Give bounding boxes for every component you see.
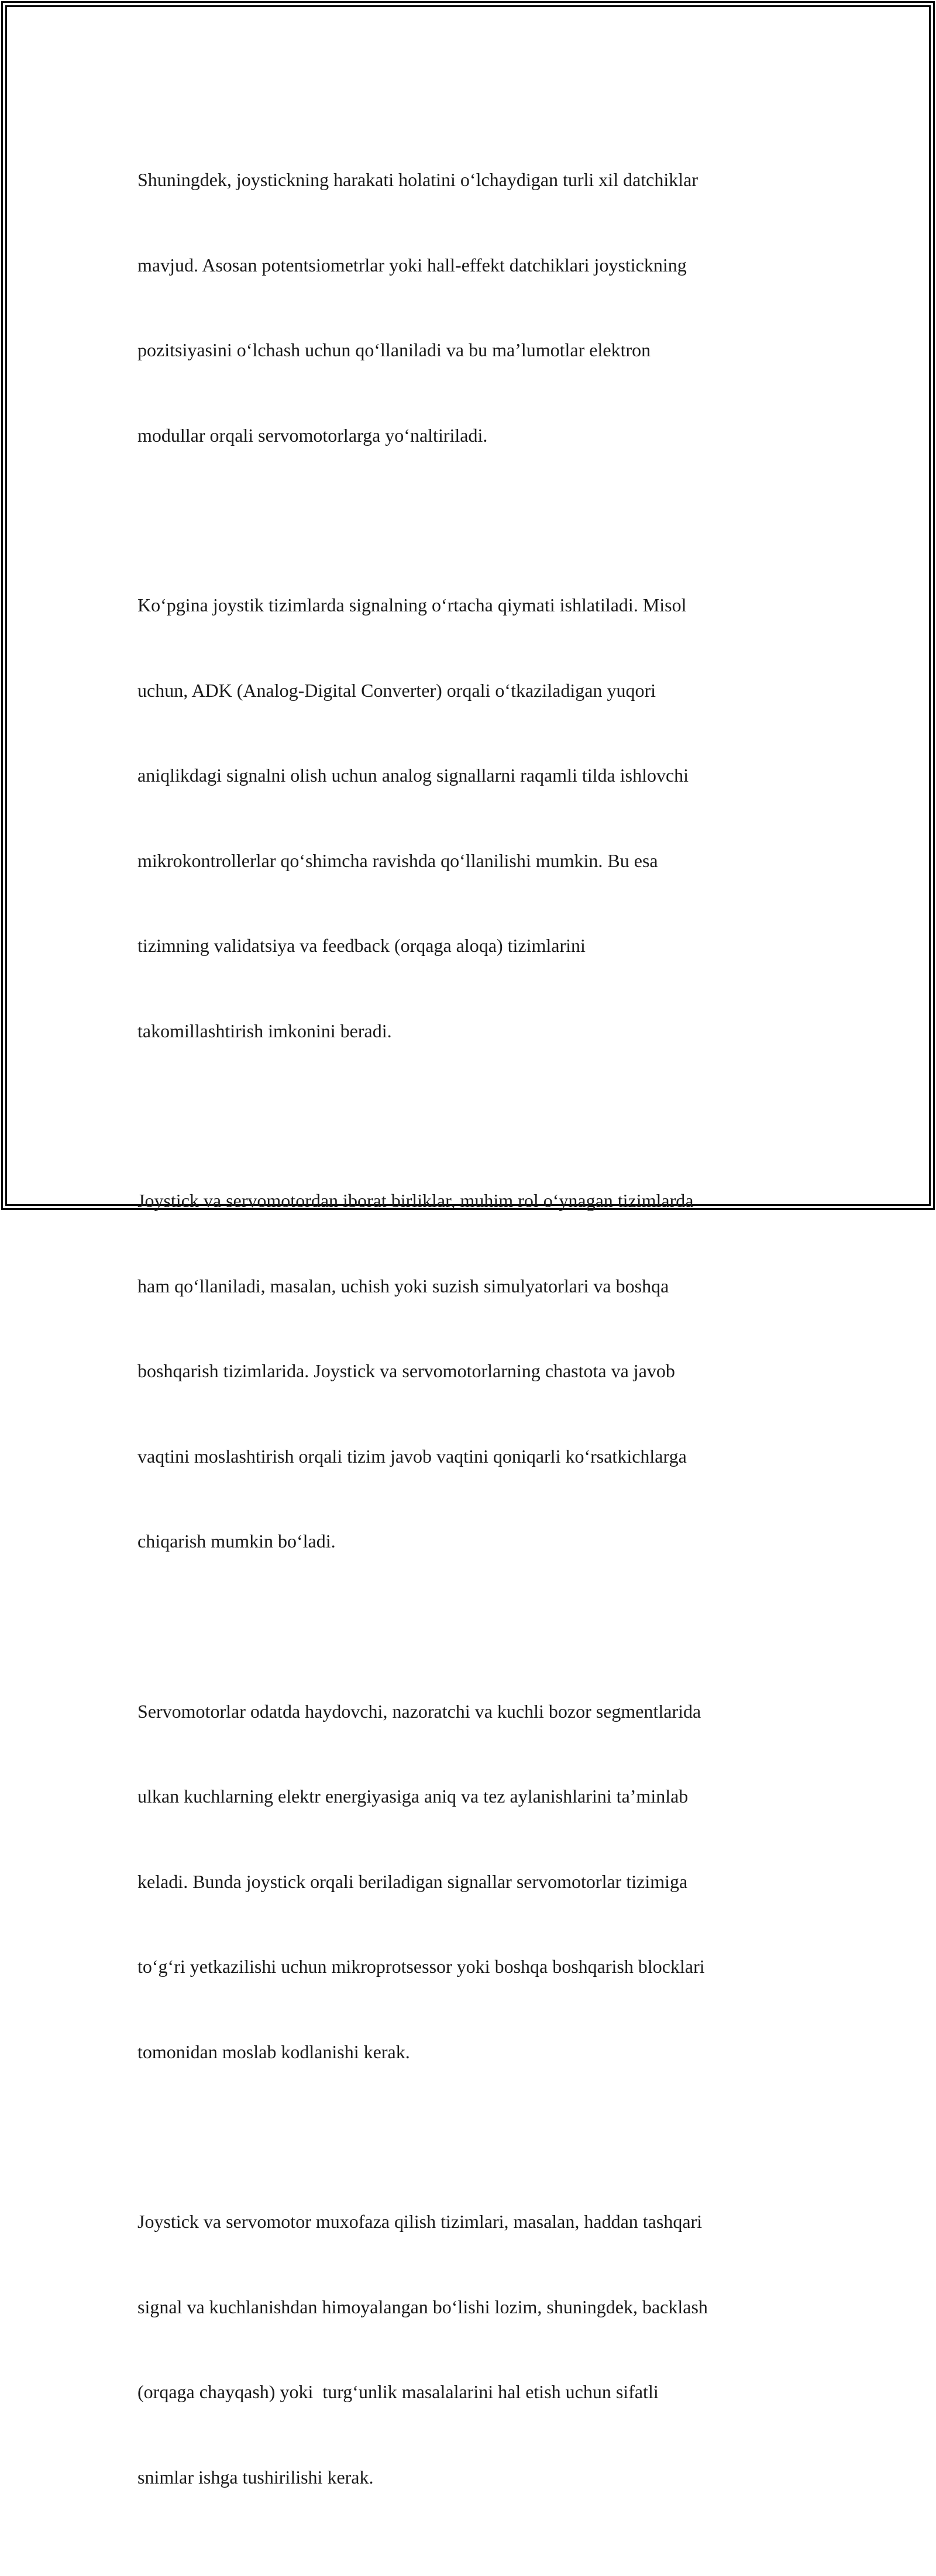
text-line: pozitsiyasini o‘lchash uchun qo‘llaniladi va bu ma’lumotlar elektron	[137, 339, 651, 360]
text-line: ulkan kuchlarning elektr energiyasiga aniq va tez aylanishlarini ta’minlab	[137, 1786, 689, 1807]
paragraph-5	[137, 2151, 804, 2548]
text-line: signal va kuchlanishdan himoyalangan bo‘lishi lozim, shuningdek, backlash	[137, 2296, 708, 2317]
text-line: mikrokontrollerlar qo‘shimcha ravishda qo‘llanilishi mumkin. Bu esa	[137, 850, 658, 871]
text-line: tizimning validatsiya va feedback (orqaga aloqa) tizimlarini	[137, 935, 586, 956]
text-line: snimlar ishga tushirilishi kerak.	[137, 2466, 374, 2488]
text-line: tomonidan moslab kodlanishi kerak.	[137, 2041, 410, 2062]
text-line: chiqarish mumkin bo‘ladi.	[137, 1531, 336, 1552]
paragraph-2	[137, 534, 804, 1102]
text-line: Shuningdek, joystickning harakati holatini o‘lchaydigan turli xil datchiklar	[137, 169, 698, 190]
text-line: (orqaga chayqash) yoki turg‘unlik masalalarini hal etish uchun sifatli	[137, 2381, 659, 2402]
document-body	[137, 109, 804, 2576]
text-line: keladi. Bunda joystick orqali beriladigan signallar servomotorlar tizimiga	[137, 1870, 688, 1892]
paragraph-4	[137, 1640, 804, 2123]
text-line: to‘g‘ri yetkazilishi uchun mikroprotsessor yoki boshqa boshqarish blocklari	[137, 1956, 705, 1977]
text-line: takomillashtirish imkonini beradi.	[137, 1020, 392, 1041]
text-line: modullar orqali servomotorlarga yo‘naltiriladi.	[137, 424, 488, 446]
text-line: aniqlikdagi signalni olish uchun analog signallarni raqamli tilda ishlovchi	[137, 765, 689, 786]
paragraph-1	[137, 109, 804, 506]
paragraph-3	[137, 1130, 804, 1612]
text-line: Servomotorlar odatda haydovchi, nazoratchi va kuchli bozor segmentlarida	[137, 1700, 701, 1722]
text-line: uchun, ADK (Analog-Digital Converter) orqali o‘tkaziladigan yuqori	[137, 679, 656, 701]
text-line: mavjud. Asosan potentsiometrlar yoki hall-effekt datchiklari joystickning	[137, 254, 687, 276]
text-line: Joystick va servomotordan iborat birliklar, muhim rol o‘ynagan tizimlarda	[137, 1190, 694, 1211]
text-line: boshqarish tizimlarida. Joystick va servomotorlarning chastota va javob	[137, 1360, 675, 1381]
text-line: ham qo‘llaniladi, masalan, uchish yoki suzish simulyatorlari va boshqa	[137, 1275, 669, 1296]
text-line: Joystick va servomotor muxofaza qilish tizimlari, masalan, haddan tashqari	[137, 2211, 703, 2232]
text-line: vaqtini moslashtirish orqali tizim javob vaqtini qoniqarli ko‘rsatkichlarga	[137, 1445, 687, 1467]
text-line: Ko‘pgina joystik tizimlarda signalning o‘rtacha qiymati ishlatiladi. Misol	[137, 594, 687, 615]
